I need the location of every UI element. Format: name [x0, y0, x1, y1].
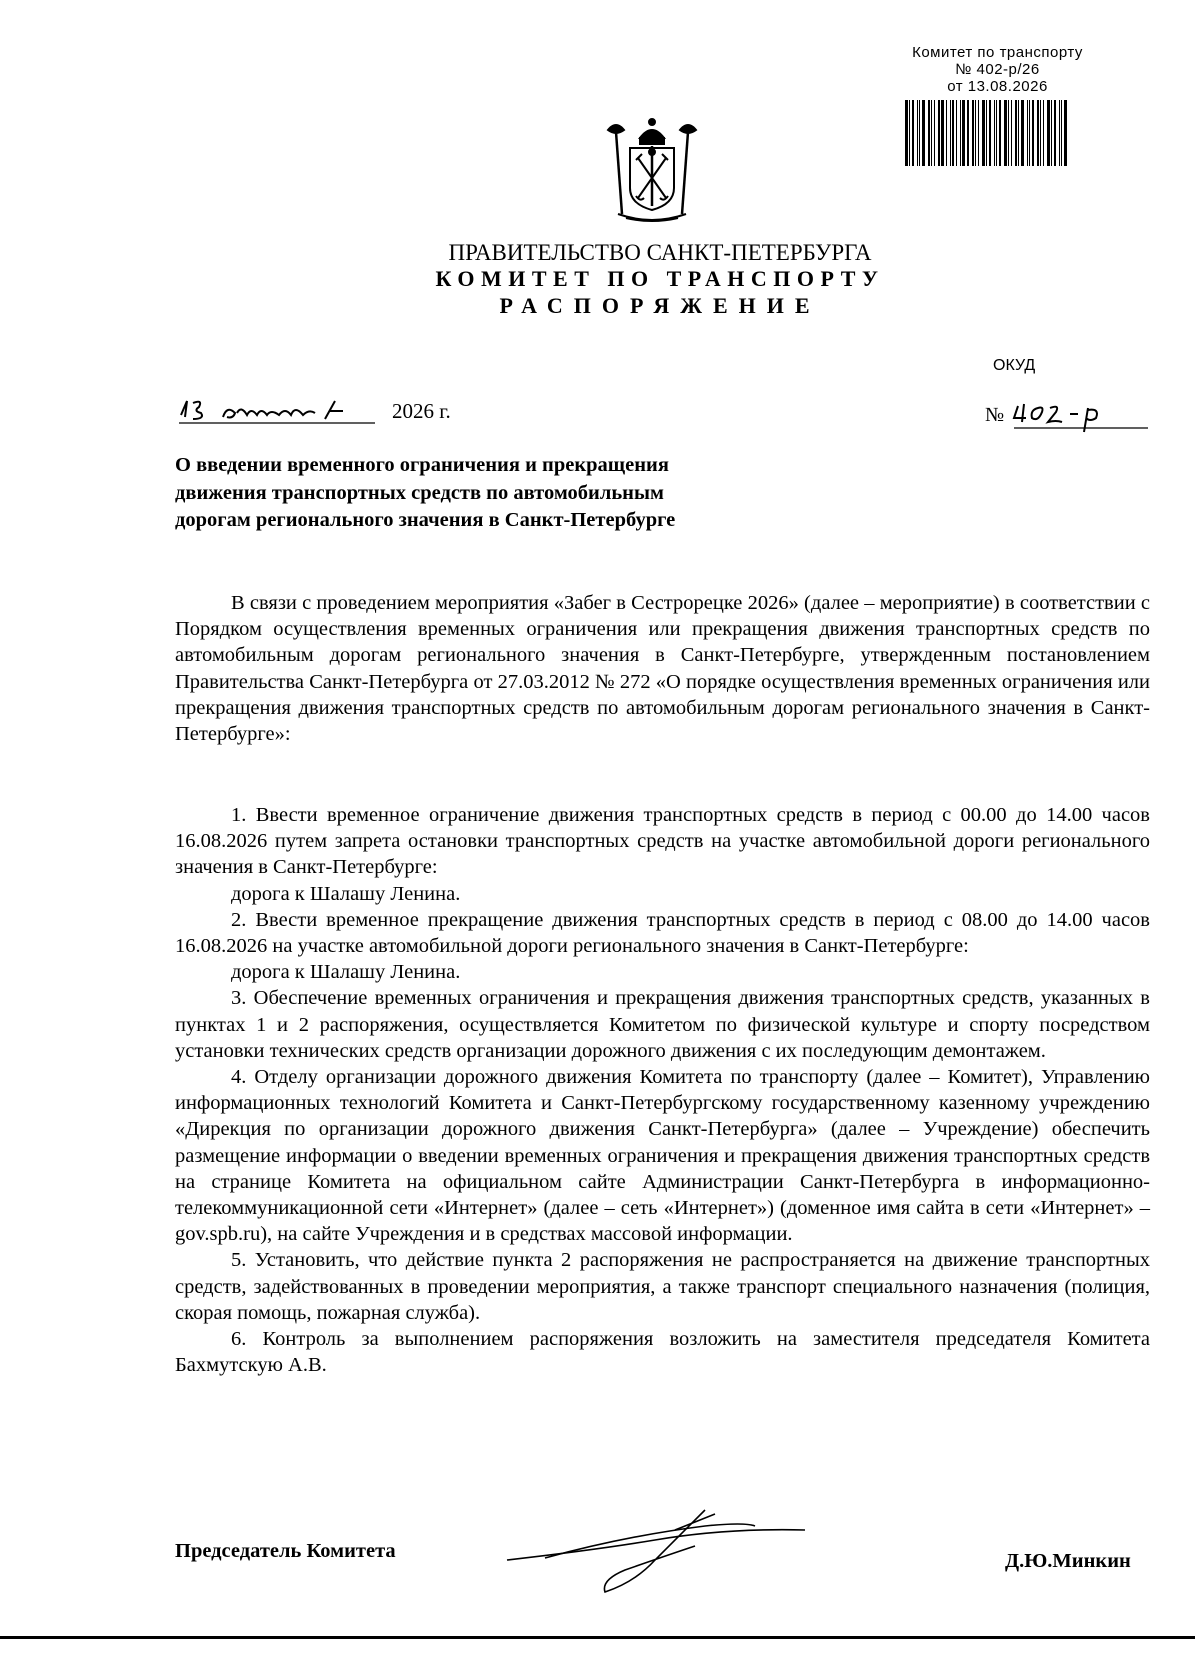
barcode-bar: [1043, 100, 1044, 166]
handwritten-date: [175, 393, 385, 431]
barcode-bar: [989, 100, 991, 166]
barcode-bar: [938, 100, 940, 166]
date-year: 2026 г.: [392, 399, 451, 423]
barcode-bar: [1047, 100, 1050, 166]
item-2: 2. Ввести временное прекращение движения транспортных средств в период с 08.00 до 14.00 часов 16.08.2026 на участке автомобильной дороги регионального значения в Санкт-Петербурге:: [175, 908, 1150, 958]
barcode-bar: [1051, 100, 1052, 166]
registration-barcode: [905, 100, 1070, 166]
item-4: 4. Отделу организации дорожного движения Комитета по транспорту (далее – Комитет), Управлению информационных технологий Комитета и Санкт-Петербургскому государственному казенному учреждению «Дирекция по организации дорожного движения Санкт-Петербурга» (далее – Учреждение) обеспечить размещение информации о введении временных ограничения и прекращения движения транспортных средств на странице Комитета на официальном сайте Администрации Санкт-Петербурга в информационно-телекоммуникационной сети «Интернет» (далее – сеть «Интернет») (доменное имя сайта в сети «Интернет» – gov.spb.ru), на сайте Учреждения и в средствах массовой информации.: [175, 1066, 1150, 1246]
barcode-bar: [922, 100, 925, 166]
committee-heading: КОМИТЕТ ПО ТРАНСПОРТУ: [435, 266, 885, 291]
barcode-bar: [1040, 100, 1041, 166]
preamble-paragraph: В связи с проведением мероприятия «Забег в Сестрорецке 2026» (далее – мероприятие) в соответствии с Порядком осуществления временных ограничения или прекращения движения транспортных средств по автомобильным дорогам регионального значения в Санкт-Петербурге, утвержденным постановлением Правительства Санкт-Петербурга от 27.03.2012 № 272 «О порядке осуществления временных ограничения или прекращения движения транспортных средств по автомобильным дорогам регионального значения в Санкт-Петербурге»:: [175, 592, 1150, 746]
barcode-bar: [950, 100, 951, 166]
item-5: 5. Установить, что действие пункта 2 распоряжения не распространяется на движение транспортных средств, задействованных в проведении мероприятия, а также транспорт специального назначения (полиция, скорая помощь, пожарная служба).: [175, 1249, 1150, 1324]
barcode-bar: [978, 100, 979, 166]
barcode-bar: [934, 100, 935, 166]
barcode-bar: [1027, 100, 1028, 166]
item-1: 1. Ввести временное ограничение движения транспортных средств в период с 00.00 до 14.00 часов 16.08.2026 путем запрета остановки транспортных средств на участке автомобильной дороги регионального значения в Санкт-Петербурге:: [175, 804, 1150, 879]
coat-of-arms-emblem: [596, 118, 708, 228]
signatory-name: Д.Ю.Минкин: [1005, 1550, 1131, 1572]
preamble-block: [175, 590, 1150, 747]
barcode-bar: [946, 100, 947, 166]
barcode-bar: [1004, 100, 1007, 166]
barcode-bar: [1054, 100, 1056, 166]
registration-stamp: [880, 44, 1115, 95]
bottom-border-line: [0, 1636, 1195, 1639]
barcode-bar: [1008, 100, 1009, 166]
barcode-bar: [928, 100, 930, 166]
item-3: 3. Обеспечение временных ограничения и прекращения движения транспортных средств, указанных в пунктах 1 и 2 распоряжения, осуществляется Комитетом по физической культуре и спорту посредством установки технических средств организации дорожного движения с их последующим демонтажем.: [175, 987, 1150, 1062]
document-title: О введении временного ограничения и прекращения движения транспортных средств по автомобильным дорогам регионального значения в Санкт-Петербурге: [175, 454, 676, 531]
barcode-bar: [975, 100, 976, 166]
barcode-bar: [1059, 100, 1060, 166]
barcode-bar: [986, 100, 987, 166]
handwritten-number: [1012, 398, 1152, 434]
barcode-bar: [1032, 100, 1034, 166]
item-2-road: дорога к Шалашу Ленина.: [231, 961, 461, 984]
barcode-bar: [960, 100, 961, 166]
registration-committee: Комитет по транспорту: [912, 44, 1083, 61]
item-6: 6. Контроль за выполнением распоряжения возложить на заместителя председателя Комитета Бахмутскую А.В.: [175, 1328, 1150, 1377]
signatory-position: Председатель Комитета: [175, 1540, 396, 1562]
barcode-bar: [962, 100, 965, 166]
barcode-bar: [919, 100, 920, 166]
barcode-bar: [952, 100, 954, 166]
barcode-bar: [1011, 100, 1012, 166]
barcode-bar: [1015, 100, 1017, 166]
barcode-bar: [941, 100, 944, 166]
handwritten-signature: [505, 1500, 825, 1595]
barcode-bar: [1029, 100, 1030, 166]
items-block: [175, 802, 1150, 1378]
barcode-bar: [956, 100, 957, 166]
barcode-bar: [1037, 100, 1039, 166]
barcode-bar: [909, 100, 910, 166]
barcode-bar: [967, 100, 969, 166]
barcode-bar: [994, 100, 995, 166]
registration-number: № 402-р/26: [955, 61, 1040, 78]
registration-date: от 13.08.2026: [947, 78, 1048, 95]
document-type-heading: РАСПОРЯЖЕНИЕ: [499, 293, 821, 318]
barcode-bar: [982, 100, 985, 166]
barcode-bar: [1064, 100, 1067, 166]
number-sign: №: [985, 404, 1005, 426]
barcode-bar: [1061, 100, 1062, 166]
barcode-bar: [996, 100, 997, 166]
barcode-bar: [931, 100, 932, 166]
barcode-bar: [972, 100, 974, 166]
barcode-bar: [912, 100, 914, 166]
barcode-bar: [1018, 100, 1019, 166]
item-1-road: дорога к Шалашу Ленина.: [231, 882, 461, 905]
barcode-bar: [905, 100, 908, 166]
government-heading: ПРАВИТЕЛЬСТВО САНКТ-ПЕТЕРБУРГА: [448, 240, 872, 265]
barcode-bar: [1021, 100, 1024, 166]
barcode-bar: [999, 100, 1001, 166]
barcode-bar: [917, 100, 918, 166]
okud-label: ОКУД: [993, 357, 1036, 374]
